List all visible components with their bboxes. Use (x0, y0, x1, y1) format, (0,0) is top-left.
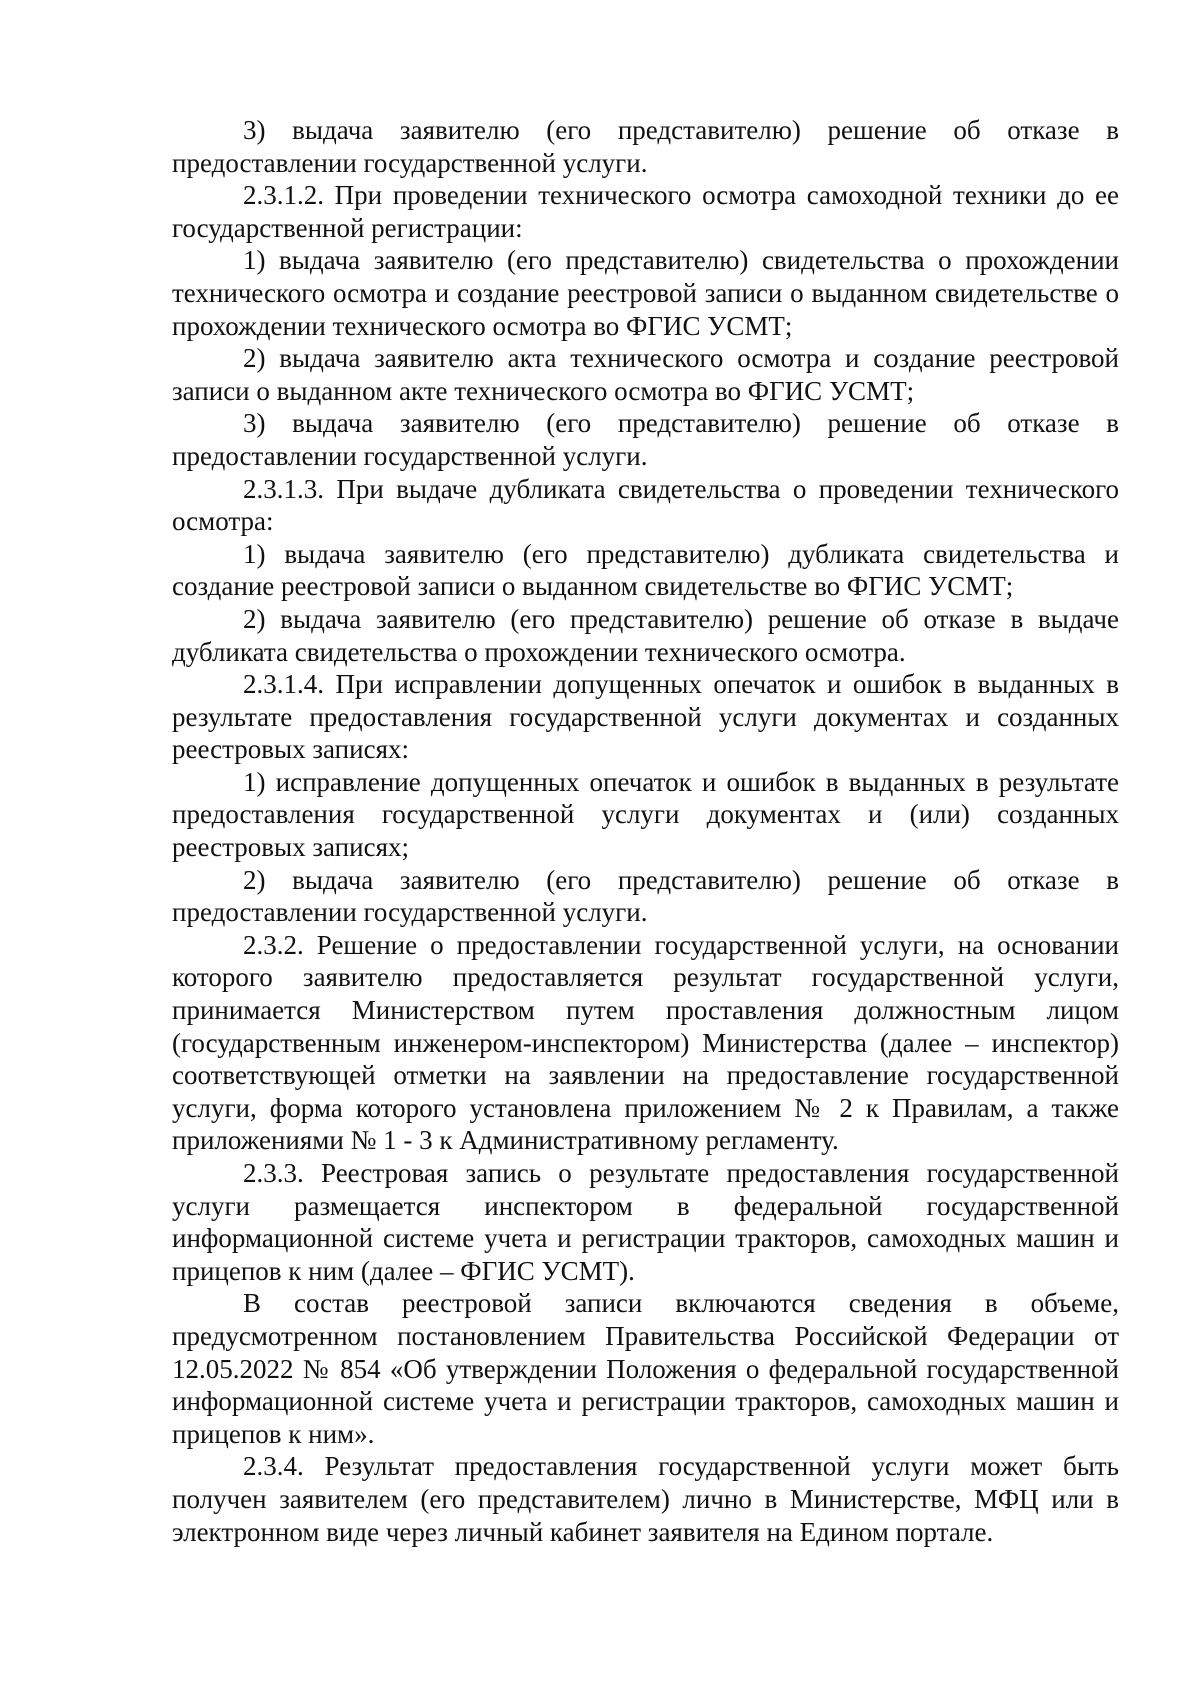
paragraph-2-3-3: 2.3.3. Реестровая запись о результате предоставления государственной услуги размещается инспектором в федеральной государственной информационной системе учета и регистрации тракторов, самоходных машин и прицепов к ним (далее – ФГИС УСМТ). (172, 1158, 1119, 1286)
paragraph-refusal-1: 3) выдача заявителю (его представителю) решение об отказе в предоставлении государственной услуги. (172, 115, 1119, 178)
paragraph-2-3-1-4: 2.3.1.4. При исправлении допущенных опечаток и ошибок в выданных в результате предоставления государственной услуги документах и созданных реестровых записях: (172, 669, 1119, 765)
paragraph-error-correction: 1) исправление допущенных опечаток и ошибок в выданных в результате предоставления государственной услуги документах и (или) созданных реестровых записях; (172, 766, 1119, 863)
paragraph-certificate-issue: 1) выдача заявителю (его представителю) свидетельства о прохождении технического осмотра и создание реестровой записи о выданном свидетельстве о прохождении технического осмотра во ФГИС УСМТ; (172, 245, 1119, 341)
paragraph-duplicate-issue: 1) выдача заявителю (его представителю) дубликата свидетельства и создание реестровой записи о выданном свидетельстве во ФГИС УСМТ; (172, 538, 1119, 602)
paragraph-2-3-1-3: 2.3.1.3. При выдаче дубликата свидетельства о проведении технического осмотра: (172, 473, 1119, 537)
paragraph-2-3-4: 2.3.4. Результат предоставления государственной услуги может быть получен заявителем (его представителем) лично в Министерстве, МФЦ или в электронном виде через личный кабинет заявителя на Едином портале. (172, 1451, 1119, 1547)
paragraph-registry-content: В состав реестровой записи включаются сведения в объеме, предусмотренном постановлением Правительства Российской Федерации от 12.05.2022 № 854 «Об утверждении Положения о федеральной государственной информационной системе учета и регистрации тракторов, самоходных машин и прицепов к ним». (172, 1288, 1119, 1449)
document-page (172, 114, 1119, 1548)
paragraph-refusal-2: 3) выдача заявителю (его представителю) решение об отказе в предоставлении государственной услуги. (172, 408, 1119, 471)
paragraph-refusal-3: 2) выдача заявителю (его представителю) решение об отказе в предоставлении государственной услуги. (172, 864, 1119, 928)
paragraph-2-3-2: 2.3.2. Решение о предоставлении государственной услуги, на основании которого заявителю предоставляется результат государственной услуги, принимается Министерством путем проставления должностным лицом (государственным инженером-инспектором) Министерства (далее – инспектор) соответствующей отметки на заявлении на предоставление государственной услуги, форма которого установлена приложением № 2 к Правилам, а также приложениями № 1 - 3 к Административному регламенту. (172, 929, 1119, 1156)
paragraph-duplicate-refusal: 2) выдача заявителю (его представителю) решение об отказе в выдаче дубликата свидетельства о прохождении технического осмотра. (172, 603, 1119, 667)
paragraph-2-3-1-2: 2.3.1.2. При проведении технического осмотра самоходной техники до ее государственной регистрации: (172, 180, 1119, 243)
paragraph-act-issue: 2) выдача заявителю акта технического осмотра и создание реестровой записи о выданном акте технического осмотра во ФГИС УСМТ; (172, 343, 1119, 406)
